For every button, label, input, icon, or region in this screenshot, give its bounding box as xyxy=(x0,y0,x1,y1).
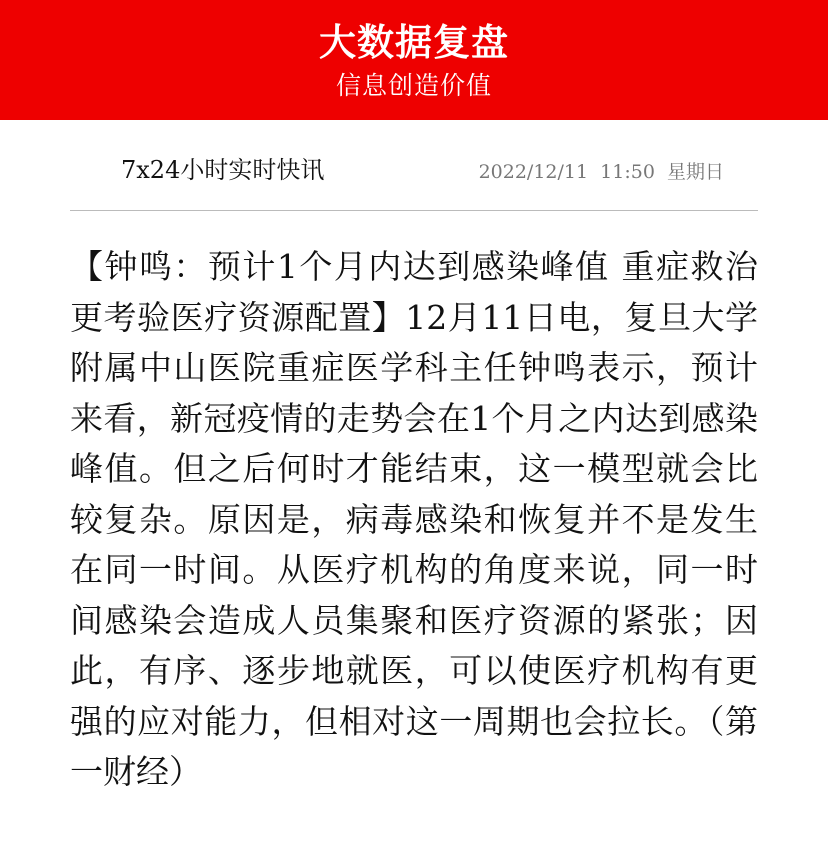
divider xyxy=(70,210,758,211)
article-body: 【钟鸣：预计1个月内达到感染峰值 重症救治更考验医疗资源配置】12月11日电，复旦大学附属中山医院重症医学科主任钟鸣表示，预计来看，新冠疫情的走势会在1个月之内达到感染峰值。但之后何时才能结束，这一模型就会比较复杂。原因是，病毒感染和恢复并不是发生在同一时间。从医疗机构的角度来说，同一时间感染会造成人员集聚和医疗资源的紧张；因此，有序、逐步地就医，可以使医疗机构有更强的应对能力，但相对这一周期也会拉长。（第一财经） xyxy=(70,247,758,791)
source-label: 7x24小时实时快讯 xyxy=(121,156,325,184)
meta-row xyxy=(70,152,758,188)
datetime-label: 2022/12/11 11:50 星期日 xyxy=(478,161,724,183)
header-banner xyxy=(0,0,828,120)
page-title: 大数据复盘 xyxy=(319,20,509,64)
page-subtitle: 信息创造价值 xyxy=(335,71,492,100)
